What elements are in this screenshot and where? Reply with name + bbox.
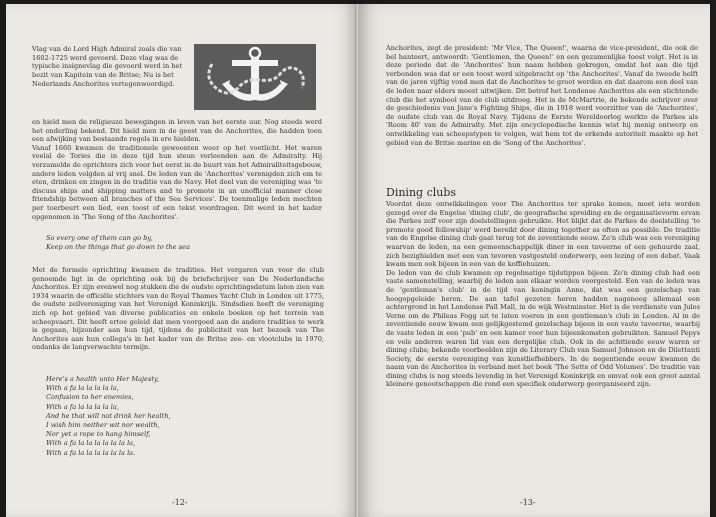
page-number-left: -12- [172,498,188,507]
left-body-text [32,118,322,221]
paragraph: Voordat deze ontwikkelingen voor The Anchorites ter sprake komen, moet iets worden gezegd over de Engelse 'dining club', de geografische spreiding en de organisatievorm ervan die Parkes zelf voor zijn doelstellingen gebruikte. Het blijkt dat de Parkes de doelstelling 'to promote good fellowship' werd bereikt door dining together as often as possible. De traditie van de Engelse dining club gaat terug tot de zeventiende eeuw. Zo'n club was een vereniging waarvan de leden, na een gemeenschappelijk diner in een taveerne of een gehuurde zaal, zich bezighielden met een van tevoren vastgesteld onderwerp, een lezing of een debat. Vaak kwam men ook bijeen in een van de koffiehuizen. [386,200,700,269]
verse-line: With a fa la la la la la la la. [46,448,136,457]
admiralty-anchor-emblem [194,44,316,110]
left-page [6,4,358,517]
paragraph: Met de formele oprichting kwamen de tradities. Het vergaren van voor de club genoemde ligt in de oprichting ook bij de briefschrijver van De Nederlandsche Anchorites. Er zijn evenwel nog stukken die de oudste oprichtingsdatum laten zien van 1934 waarin de officiële stichters van de Royal Thames Yacht Club in Londen uit 1775, de oudste zeilvereniging van het Verenigd Koninkrijk. Sindsdien heeft de vereniging zich op het gebied van diverse publicaties en enkele boeken op het terrein van scheepvaart. Dit heeft ertoe geleid dat men voorgoed aan de andere tradities te werk is gegaan, bijzonder aan hun tijd, tijdens de publiciteit van het bezoek van The Anchorites aan hun collega's in het kader van de Britse zee- en vlootclubs in 1970, ondanks de langverwachte termijn. [32,266,324,352]
verse-line: With a fa la la la la la, [46,402,119,411]
verse-line: Here's a health unto Her Majesty, [46,375,159,383]
song-quote [46,234,296,251]
verse-line: And he that will not drink her health, [46,411,171,420]
right-body-text [386,44,698,147]
paragraph: en hield men de religieuze bewegingen in leven van het eerste uur. Nog steeds werd het onderling bekend. Dit hield men in de geest van de Anchorites, die hadden toen een afwijking van bestaande regels in ere hielden. [32,118,322,144]
section-heading: Dining clubs [386,186,457,199]
paragraph: Anchorites, zegt de president: 'Mr Vice, The Queen!', waarna de vice-president, die ook de bel hanteert, antwoordt: 'Gentlemen, the Queen!' en een gezamenlijke toost volgt. Het is in deze periode dat de 'Anchorites' hun naam hebben gekregen, omdat het aan die tijd verbonden was dat er een toost werd uitgebracht op 'the Anchorites'. Vanaf de tweede helft van de jaren vijftig vond men dat de Anchorites te groot werden en dat daarom een deel van de leden naar elders moest uitwijken. Dit betrof het Londense Anchorites als een stichtende club die het symbool van de club uitdroeg. Het is de McMartrie, de bekende schrijver over de geschiedenis van Jane's Fighting Ships, die in 1918 werd voorzitter van de 'Anchorites', de oudste club van de Royal Navy. Tijdens de Eerste Wereldoorlog werkte de Parkes als 'Room 40' van de Admiralty. Met zijn encyclopedische kennis wist hij menig ontwerp en ontwikkeling van scheepstypen te volgen, wat hem tot de erkende autoriteit maakte op het gebied van de Britse marine en de 'Song of the Anchorites'. [386,44,698,147]
right-page [358,4,710,517]
paragraph: De leden van de club kwamen op regelmatige tijdstippen bijeen. Zo'n dining club had een vaste samenstelling, waarbij de leden aan elkaar werden voorgesteld. Een van de leden was de 'gentleman's club' in de tijd van koningin Anne, dat was een gezelschap van hoogopgeleide heren. De aan tafel gezeten heren hadden nagenoeg allemaal een achtergrond in het Londense Pall Mall, in de wijk Westminster. Het is de verdienste van Jules Verne om de Phileas Fogg uit te laten voeren in een gentleman's club in Londen. Al in de zeventiende eeuw kwam een gelijkgestemd gezelschap bijeen in een vaste taveerne, waarbij de vaste leden in een 'pub' en een kamer voor hun bijeenkomsten gebruikten. Samuel Pepys en vele anderen waren lid van een dergelijke club. Ook in de achttiende eeuw waren er dining clubs; bekende voorbeelden zijn de Literary Club van Samuel Johnson en de Dilettanti Society, de eerste vereniging van kunstliefhebbers. In de negentiende eeuw kwamen de naam van de Anchorites in verband met het boek 'The Sette of Odd Volumes'. De traditie van dining clubs is nog steeds levendig in het Verenigd Koninkrijk en omvat ook een groot aantal kleinere genootschappen die rond een specifiek onderwerp georganiseerd zijn. [386,268,700,389]
right-body-text-2 [386,200,700,389]
paragraph: Vanaf 1660 kwamen de traditionele gewoonten weer op het voetlicht. Het waren veelal de Tories die in deze tijd hun steun verleenden aan de Admiralty. Hij verzamelde de oprichters zich voor het eerst in de buurt van het Admiraliteitsgebouw, andere leden volgden al vrij snel. De leden van de 'Anchorites' verenigden zich om te eten, drinken en zingen in de traditie van de Navy. Het doel van de vereniging was 'to discuss ships and shipping matters and to promote in an unofficial manner close friendship between all branches of the Sea Services'. De toenmalige leden mochten per toerbeurt een lied, een toost of een tekst voordragen. Dit werd in het kader opgenomen in 'The Song of the Anchorites'. [32,143,322,221]
toast-verse [46,375,246,458]
verse-line: With a fa la la la la la, [46,384,119,393]
verse-line: Confusion to her enemies, [46,393,134,402]
verse-line: I wish him neither wit nor wealth, [46,421,160,430]
left-body-text-2 [32,266,324,352]
verse-line: Nor yet a rope to hang himself, [46,430,151,439]
verse-line: With a fa la la la la la la la, [46,439,136,448]
song-line: Keep on the things that go down to the sea [46,242,190,251]
page-number-right: -13- [520,498,536,507]
flag-caption: Vlag van de Lord High Admiral zoals die van 1602-1725 werd gevoerd. Deze vlag was de typische insignevlag die gevoerd werd in het bezit van Kapitein van de Britse; Nu is het Nederlands Anchorites vertegenwoordigd. [32,45,183,88]
song-line: So every one of them can go by, [46,234,153,242]
anchor-icon [194,44,316,110]
